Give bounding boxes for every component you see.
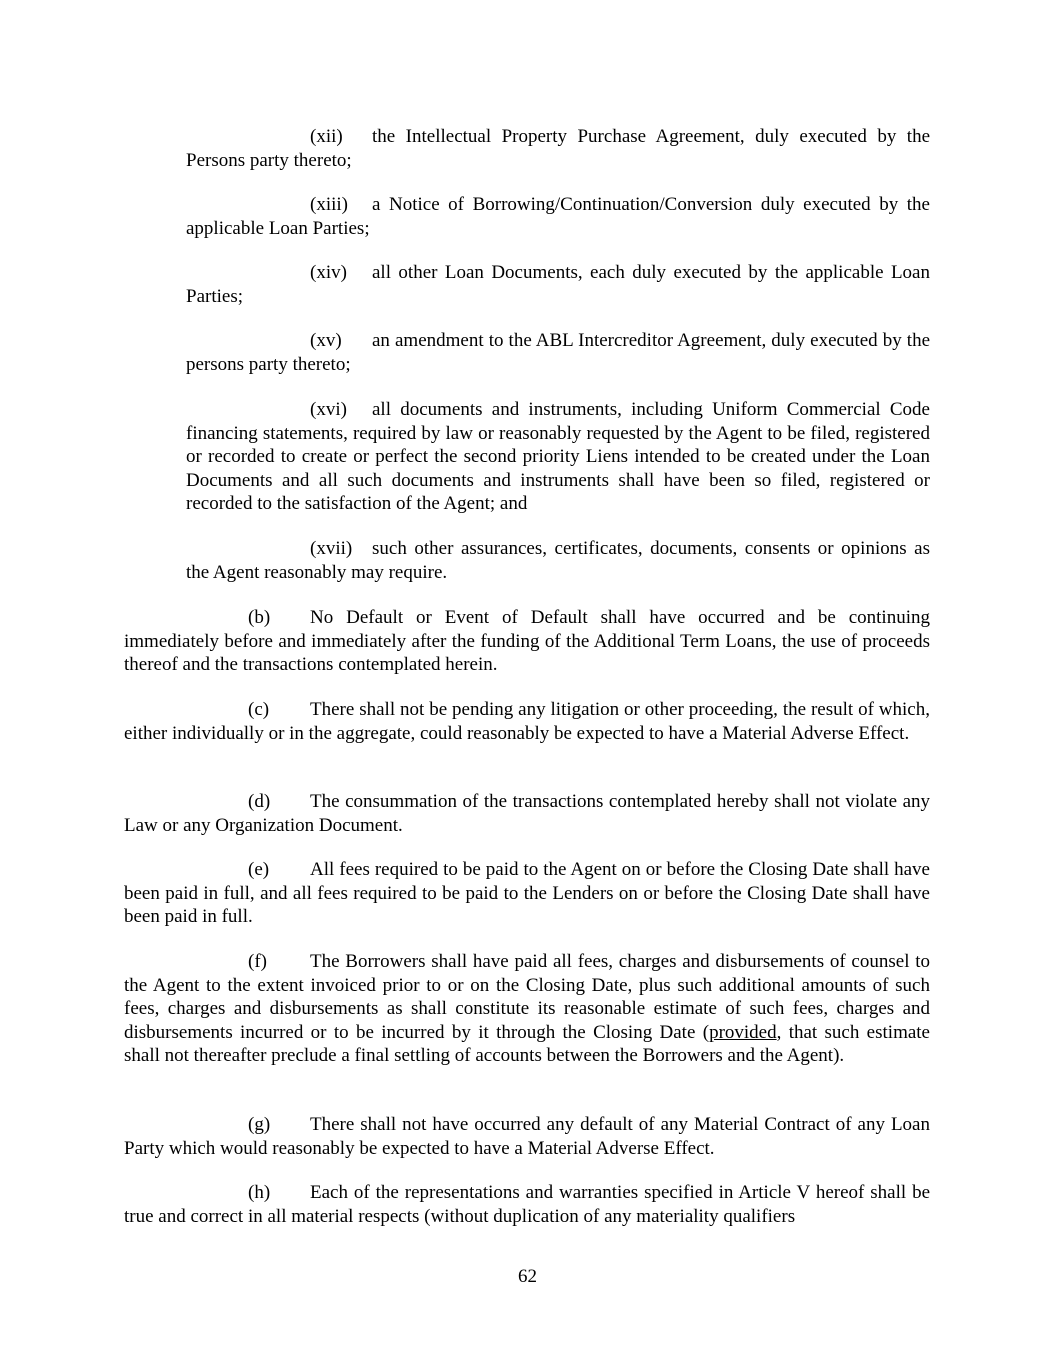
item-b (124, 606, 930, 677)
item-text: a Notice of Borrowing/Continuation/Conversion duly executed by the applicable Loan Parties; (186, 194, 930, 239)
item-d (124, 790, 930, 837)
item-number: (c) (248, 699, 270, 720)
item-text: an amendment to the ABL Intercreditor Agreement, duly executed by the persons party thereto; (186, 330, 930, 375)
item-f (124, 950, 930, 1068)
item-number: (xv) (310, 330, 342, 351)
item-h (124, 1181, 930, 1228)
item-text: No Default or Event of Default shall have occurred and be continuing immediately before and immediately after the funding of the Additional Term Loans, the use of proceeds thereof and the transactions contemplated herein. (124, 607, 930, 675)
item-text-before: The Borrowers shall have paid all fees, charges and disbursements of counsel to the Agent to the extent invoiced prior to or on the Closing Date, plus such additional amounts of such fees, charges and disbursements as shall constitute its reasonable estimate of such fees, charges and disbursements incurred or to be incurred by it through the Closing Date ( (124, 951, 930, 1043)
item-g (124, 1113, 930, 1160)
item-number: (f) (248, 951, 267, 972)
item-number: (h) (248, 1182, 271, 1203)
item-number: (xvii) (310, 538, 353, 559)
item-number: (e) (248, 859, 270, 880)
item-text: all other Loan Documents, each duly executed by the applicable Loan Parties; (186, 262, 930, 307)
item-text: There shall not have occurred any default of any Material Contract of any Loan Party which would reasonably be expected to have a Material Adverse Effect. (124, 1114, 930, 1159)
item-number: (b) (248, 607, 271, 628)
sub-item-xvi (186, 398, 930, 516)
item-text: There shall not be pending any litigation or other proceeding, the result of which, either individually or in the aggregate, could reasonably be expected to have a Material Adverse Effect. (124, 699, 930, 744)
item-text: the Intellectual Property Purchase Agreement, duly executed by the Persons party thereto; (186, 126, 930, 171)
item-text: such other assurances, certificates, documents, consents or opinions as the Agent reasonably may require. (186, 538, 930, 583)
sub-item-xiii (186, 193, 930, 240)
item-text: All fees required to be paid to the Agent on or before the Closing Date shall have been paid in full, and all fees required to be paid to the Lenders on or before the Closing Date shall have been paid in full. (124, 859, 930, 927)
item-number: (xiii) (310, 194, 348, 215)
item-text: Each of the representations and warranties specified in Article V hereof shall be true and correct in all material respects (without duplication of any materiality qualifiers (124, 1182, 930, 1227)
item-e (124, 858, 930, 929)
item-number: (d) (248, 791, 271, 812)
page-number: 62 (518, 1266, 537, 1287)
sub-item-xiv (186, 261, 930, 308)
item-number: (xii) (310, 126, 343, 147)
item-text: The consummation of the transactions contemplated hereby shall not violate any Law or any Organization Document. (124, 791, 930, 836)
sub-item-xv (186, 329, 930, 376)
item-text: all documents and instruments, including Uniform Commercial Code financing statements, required by law or reasonably requested by the Agent to be filed, registered or recorded to create or perfect the second priority Liens intended to be created under the Loan Documents and all such documents and instruments shall have been so filed, registered or recorded to the satisfaction of the Agent; and (186, 399, 930, 514)
sub-item-xvii (186, 537, 930, 584)
sub-item-xii (186, 125, 930, 172)
item-number: (xvi) (310, 399, 347, 420)
item-number: (xiv) (310, 262, 347, 283)
item-number: (g) (248, 1114, 271, 1135)
item-text-after: , that such estimate shall not thereafter preclude a final settling of accounts between the Borrowers and the Agent). (124, 1021, 930, 1066)
provided-term: provided (709, 1021, 777, 1043)
item-c (124, 698, 930, 745)
